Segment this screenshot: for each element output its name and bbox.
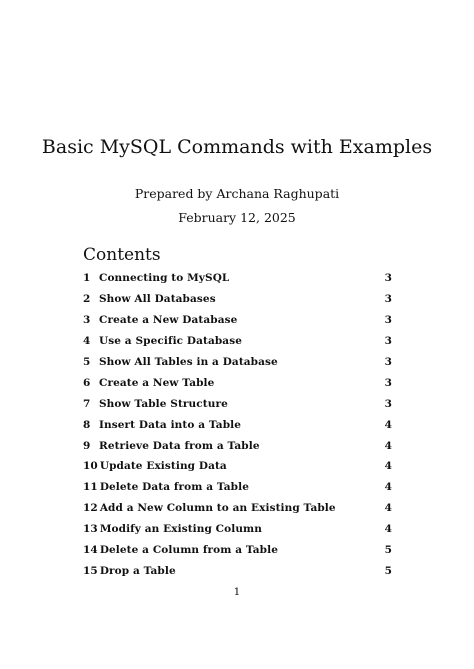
toc-entry-title[interactable]: Use a Specific Database — [99, 335, 243, 348]
toc-entry[interactable] — [83, 456, 392, 477]
toc-entry-number: 3 — [83, 314, 91, 327]
toc-entry-title[interactable]: Delete a Column from a Table — [99, 544, 278, 557]
toc-entry-number: 1 — [83, 272, 91, 285]
toc-entry[interactable] — [83, 268, 392, 289]
toc-entry-title[interactable]: Insert Data into a Table — [99, 418, 242, 431]
toc-entry-title[interactable]: Retrieve Data from a Table — [99, 439, 260, 452]
toc-entry-number: 14 — [83, 544, 98, 557]
document-author: Prepared by Archana Raghupati — [134, 186, 340, 201]
toc-entry-page: 3 — [384, 335, 392, 348]
contents-heading: Contents — [83, 245, 161, 265]
toc-entry[interactable] — [83, 310, 392, 331]
toc-entry-title[interactable]: Create a New Table — [99, 376, 215, 389]
toc-entry[interactable] — [83, 560, 392, 581]
toc-entry-number: 8 — [83, 418, 91, 431]
toc-entry-page: 4 — [384, 523, 392, 536]
toc-entry-number: 10 — [83, 460, 98, 473]
toc-entry-page: 4 — [384, 439, 392, 452]
toc-entry-title[interactable]: Update Existing Data — [99, 460, 227, 473]
toc-entry[interactable] — [83, 477, 392, 498]
table-of-contents — [83, 268, 392, 581]
toc-entry-title[interactable]: Show All Tables in a Database — [99, 356, 278, 368]
toc-entry-page: 3 — [384, 272, 392, 285]
toc-entry-title[interactable]: Connecting to MySQL — [99, 272, 230, 285]
toc-entry-number: 12 — [83, 502, 98, 515]
toc-entry-number: 6 — [83, 376, 91, 389]
document-date: February 12, 2025 — [178, 210, 296, 225]
toc-entry-title[interactable]: Add a New Column to an Existing Table — [99, 502, 336, 515]
toc-entry[interactable] — [83, 435, 392, 456]
toc-entry[interactable] — [83, 289, 392, 310]
toc-entry-title[interactable]: Create a New Database — [99, 314, 238, 327]
document-title: Basic MySQL Commands with Examples — [41, 136, 433, 158]
toc-entry-title[interactable]: Delete Data from a Table — [99, 481, 249, 494]
toc-entry-page: 3 — [384, 356, 392, 368]
toc-entry-page: 3 — [384, 376, 392, 389]
toc-entry-page: 3 — [384, 397, 392, 410]
toc-entry-title[interactable]: Modify an Existing Column — [99, 523, 262, 536]
toc-entry-number: 9 — [83, 439, 91, 452]
toc-entry-page: 4 — [384, 418, 392, 431]
toc-entry[interactable] — [83, 519, 392, 540]
toc-entry-page: 5 — [384, 564, 392, 577]
toc-entry-number: 15 — [83, 564, 98, 577]
toc-entry-page: 4 — [384, 460, 392, 473]
toc-entry-number: 13 — [83, 523, 98, 536]
toc-entry-page: 4 — [384, 502, 392, 515]
toc-entry-title[interactable]: Show All Databases — [99, 293, 216, 306]
toc-entry-number: 11 — [83, 481, 98, 494]
toc-entry-page: 4 — [384, 481, 392, 494]
toc-entry-number: 2 — [83, 293, 91, 306]
toc-entry-title[interactable]: Drop a Table — [99, 564, 176, 577]
toc-entry[interactable] — [83, 372, 392, 393]
toc-entry-page: 3 — [384, 293, 392, 306]
toc-entry-page: 5 — [384, 544, 392, 557]
page-number: 1 — [233, 586, 241, 598]
toc-entry[interactable] — [83, 331, 392, 352]
toc-entry[interactable] — [83, 540, 392, 561]
toc-entry-page: 3 — [384, 314, 392, 327]
toc-entry[interactable] — [83, 498, 392, 519]
toc-entry-number: 7 — [83, 397, 91, 410]
toc-entry[interactable] — [83, 393, 392, 414]
toc-entry[interactable] — [83, 352, 392, 373]
toc-entry-number: 4 — [83, 335, 91, 348]
toc-entry-number: 5 — [83, 356, 91, 368]
toc-entry-title[interactable]: Show Table Structure — [99, 397, 228, 410]
toc-entry[interactable] — [83, 414, 392, 435]
